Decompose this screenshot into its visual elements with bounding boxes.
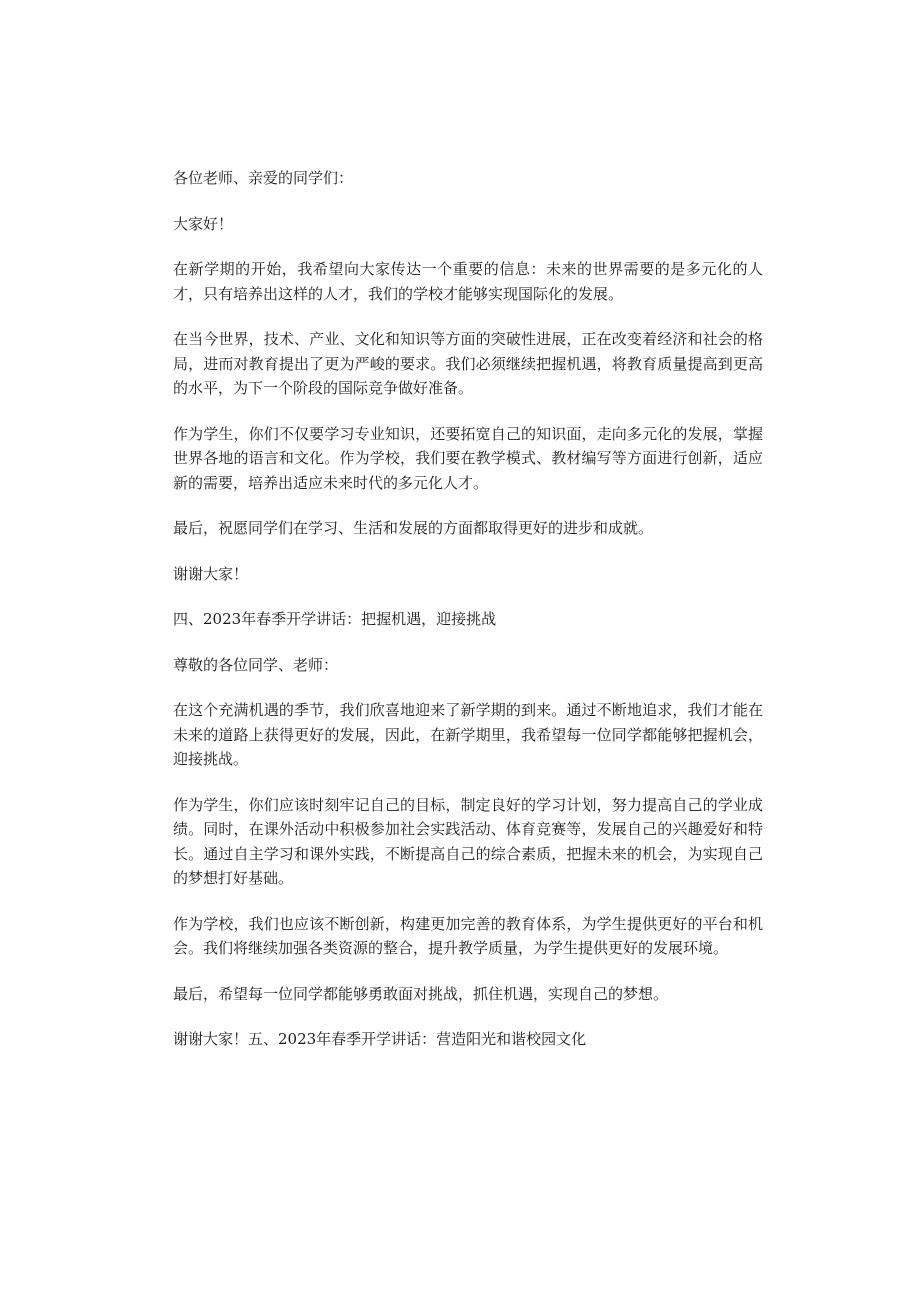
greeting: 大家好！ <box>173 214 234 233</box>
paragraph: 最后，希望每一位同学都能够勇敢面对挑战，抓住机遇，实现自己的梦想。 <box>173 984 669 1003</box>
closing-and-section-heading: 谢谢大家！五、2023年春季开学讲话：营造阳光和谐校园文化 <box>173 1030 587 1048</box>
paragraph: 在这个充满机遇的季节，我们欣喜地迎来了新学期的到来。通过不断地追求，我们才能在未来的道路上获得更好的发展，因此，在新学期里，我希望每一位同学都能够把握机会，迎接挑战。 <box>173 701 763 768</box>
closing: 谢谢大家！ <box>173 564 249 583</box>
paragraph: 作为学校，我们也应该不断创新，构建更加完善的教育体系，为学生提供更好的平台和机会。我们将继续加强各类资源的整合，提升教学质量，为学生提供更好的发展环境。 <box>173 914 763 957</box>
salutation: 尊敬的各位同学、老师： <box>173 655 339 674</box>
salutation: 各位老师、亲爱的同学们： <box>173 169 354 187</box>
paragraph: 最后，祝愿同学们在学习、生活和发展的方面都取得更好的进步和成就。 <box>173 519 654 537</box>
paragraph: 作为学生，你们应该时刻牢记自己的目标，制定良好的学习计划，努力提高自己的学业成绩。同时，在课外活动中积极参加社会实践活动、体育竞赛等，发展自己的兴趣爱好和特长。通过自主学习和课外实践，不断提高自己的综合素质，把握未来的机会，为实现自己的梦想打好基础。 <box>173 795 763 887</box>
document-body <box>173 166 763 1073</box>
paragraph: 作为学生，你们不仅要学习专业知识，还要拓宽自己的知识面，走向多元化的发展，掌握世界各地的语言和文化。作为学校，我们要在教学模式、教材编写等方面进行创新，适应新的需要，培养出适应未来时代的多元化人才。 <box>173 424 763 492</box>
paragraph: 在新学期的开始，我希望向大家传达一个重要的信息：未来的世界需要的是多元化的人才，只有培养出这样的人才，我们的学校才能够实现国际化的发展。 <box>173 260 763 303</box>
section-heading: 四、2023年春季开学讲话：把握机遇，迎接挑战 <box>173 610 497 628</box>
paragraph: 在当今世界，技术、产业、文化和知识等方面的突破性进展，正在改变着经济和社会的格局，进而对教育提出了更为严峻的要求。我们必须继续把握机遇，将教育质量提高到更高的水平，为下一个阶段的国际竞争做好准备。 <box>173 330 763 397</box>
